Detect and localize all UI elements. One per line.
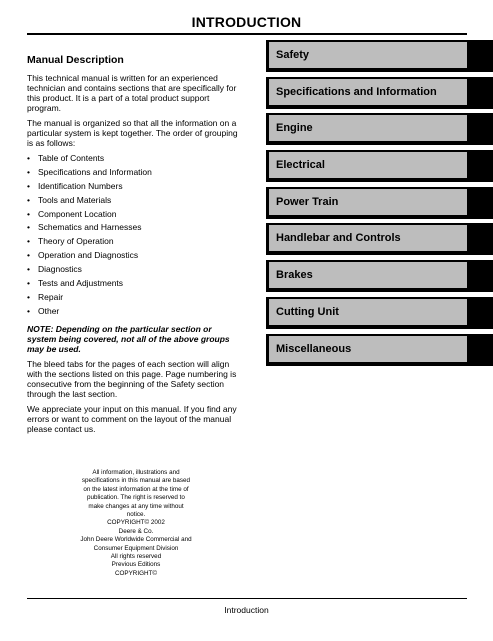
copyright-line: publication. The right is reserved to [87, 494, 185, 502]
tab-label: Electrical [269, 152, 472, 178]
copyright-notice [73, 469, 199, 578]
bullet-icon: • [27, 153, 30, 163]
bleed-tab-marker [467, 77, 493, 109]
list-item-label: Tests and Adjustments [38, 278, 124, 289]
tab-label: Cutting Unit [269, 299, 472, 325]
tab-specifications[interactable] [266, 77, 493, 109]
list-item [27, 195, 242, 209]
list-item-label: Diagnostics [38, 264, 82, 275]
tab-label: Brakes [269, 262, 472, 288]
tab-label: Power Train [269, 189, 472, 215]
list-item-label: Specifications and Information [38, 166, 152, 177]
bleed-tab-marker [467, 150, 493, 182]
copyright-line: John Deere Worldwide Commercial and [80, 536, 192, 544]
bullet-icon: • [27, 236, 30, 247]
list-item-label: Operation and Diagnostics [38, 250, 139, 261]
copyright-line: notice. [126, 511, 146, 519]
list-item-label: Theory of Operation [38, 236, 114, 247]
manual-description [27, 54, 242, 439]
bleed-tab-marker [467, 223, 493, 255]
tab-electrical[interactable] [266, 150, 493, 182]
tab-label: Safety [269, 42, 472, 68]
section-heading: Manual Description [27, 54, 124, 66]
bullet-icon: • [27, 180, 30, 191]
list-item [27, 278, 242, 292]
bleed-tab-marker [467, 113, 493, 145]
tab-label: Handlebar and Controls [269, 225, 472, 251]
tab-power-train[interactable] [266, 187, 493, 219]
list-item [27, 167, 242, 181]
group-list [27, 153, 242, 320]
list-item-label: Tools and Materials [38, 194, 112, 205]
footer-divider [27, 598, 467, 599]
list-item-label: Identification Numbers [38, 180, 123, 191]
copyright-line: Previous Editions [111, 561, 161, 569]
copyright-line: All information, illustrations and [92, 469, 180, 476]
bleed-tab-marker [467, 187, 493, 219]
tab-cutting-unit[interactable] [266, 297, 493, 329]
bullet-icon: • [27, 166, 30, 177]
intro-paragraph: This technical manual is written for an experienced technician and contains sections that are specifically for this product. It is a part of a total product support program. [27, 73, 237, 113]
list-item-label: Other [38, 305, 60, 316]
list-item-label: Table of Contents [38, 153, 105, 163]
list-item [27, 153, 242, 167]
title-divider [27, 33, 467, 35]
bullet-icon: • [27, 208, 30, 219]
tab-brakes[interactable] [266, 260, 493, 292]
copyright-line: COPYRIGHT© [114, 569, 158, 577]
bleed-tab-marker [467, 334, 493, 366]
bullet-icon: • [27, 250, 30, 261]
bleed-tab-marker [467, 260, 493, 292]
tab-label: Specifications and Information [269, 79, 472, 105]
bullet-icon: • [27, 222, 30, 233]
section-tabs [266, 40, 493, 370]
list-item-label: Schematics and Harnesses [38, 222, 142, 233]
list-item-label: Component Location [38, 208, 117, 219]
copyright-line: COPYRIGHT© 2002 [107, 519, 165, 527]
bleed-tab-marker [467, 297, 493, 329]
tab-miscellaneous[interactable] [266, 334, 493, 366]
organization-paragraph: The manual is organized so that all the information on a particular system is kept together. The order of grouping is as follows: [27, 118, 238, 148]
copyright-line: make changes at any time without [88, 502, 184, 510]
bullet-icon: • [27, 291, 30, 302]
bleed-tabs-paragraph: The bleed tabs for the pages of each section will align with the sections listed on this page. Page numbering is consecutive from the beginning of the Safety section through the last section. [27, 358, 237, 399]
bullet-icon: • [27, 278, 30, 289]
tab-label: Engine [269, 115, 472, 141]
copyright-line: Deere & Co. [118, 527, 154, 535]
tab-label: Miscellaneous [269, 336, 472, 362]
list-item [27, 292, 242, 306]
list-item [27, 306, 242, 320]
list-item [27, 181, 242, 195]
list-item [27, 222, 242, 236]
bullet-icon: • [27, 264, 30, 275]
copyright-line: on the latest information at the time of [83, 485, 189, 493]
bullet-icon: • [27, 305, 30, 316]
tab-engine[interactable] [266, 113, 493, 145]
tab-handlebar-controls[interactable] [266, 223, 493, 255]
appreciation-paragraph: We appreciate your input on this manual. If you find any errors or want to comment on the layout of the manual please contact us. [27, 403, 237, 434]
list-item [27, 209, 242, 223]
list-item [27, 236, 242, 250]
bleed-tab-marker [467, 40, 493, 72]
copyright-line: specifications in this manual are based [81, 477, 191, 485]
list-item [27, 250, 242, 264]
note-paragraph: NOTE: Depending on the particular section or system being covered, not all of the above groups may be used. [27, 323, 230, 354]
footer-label: Introduction [224, 605, 269, 615]
list-item-label: Repair [38, 291, 64, 302]
page-title: INTRODUCTION [191, 14, 302, 30]
bullet-icon: • [27, 194, 30, 205]
list-item [27, 264, 242, 278]
copyright-line: All rights reserved [110, 553, 162, 561]
tab-safety[interactable] [266, 40, 493, 72]
copyright-line: Consumer Equipment Division [93, 544, 179, 552]
